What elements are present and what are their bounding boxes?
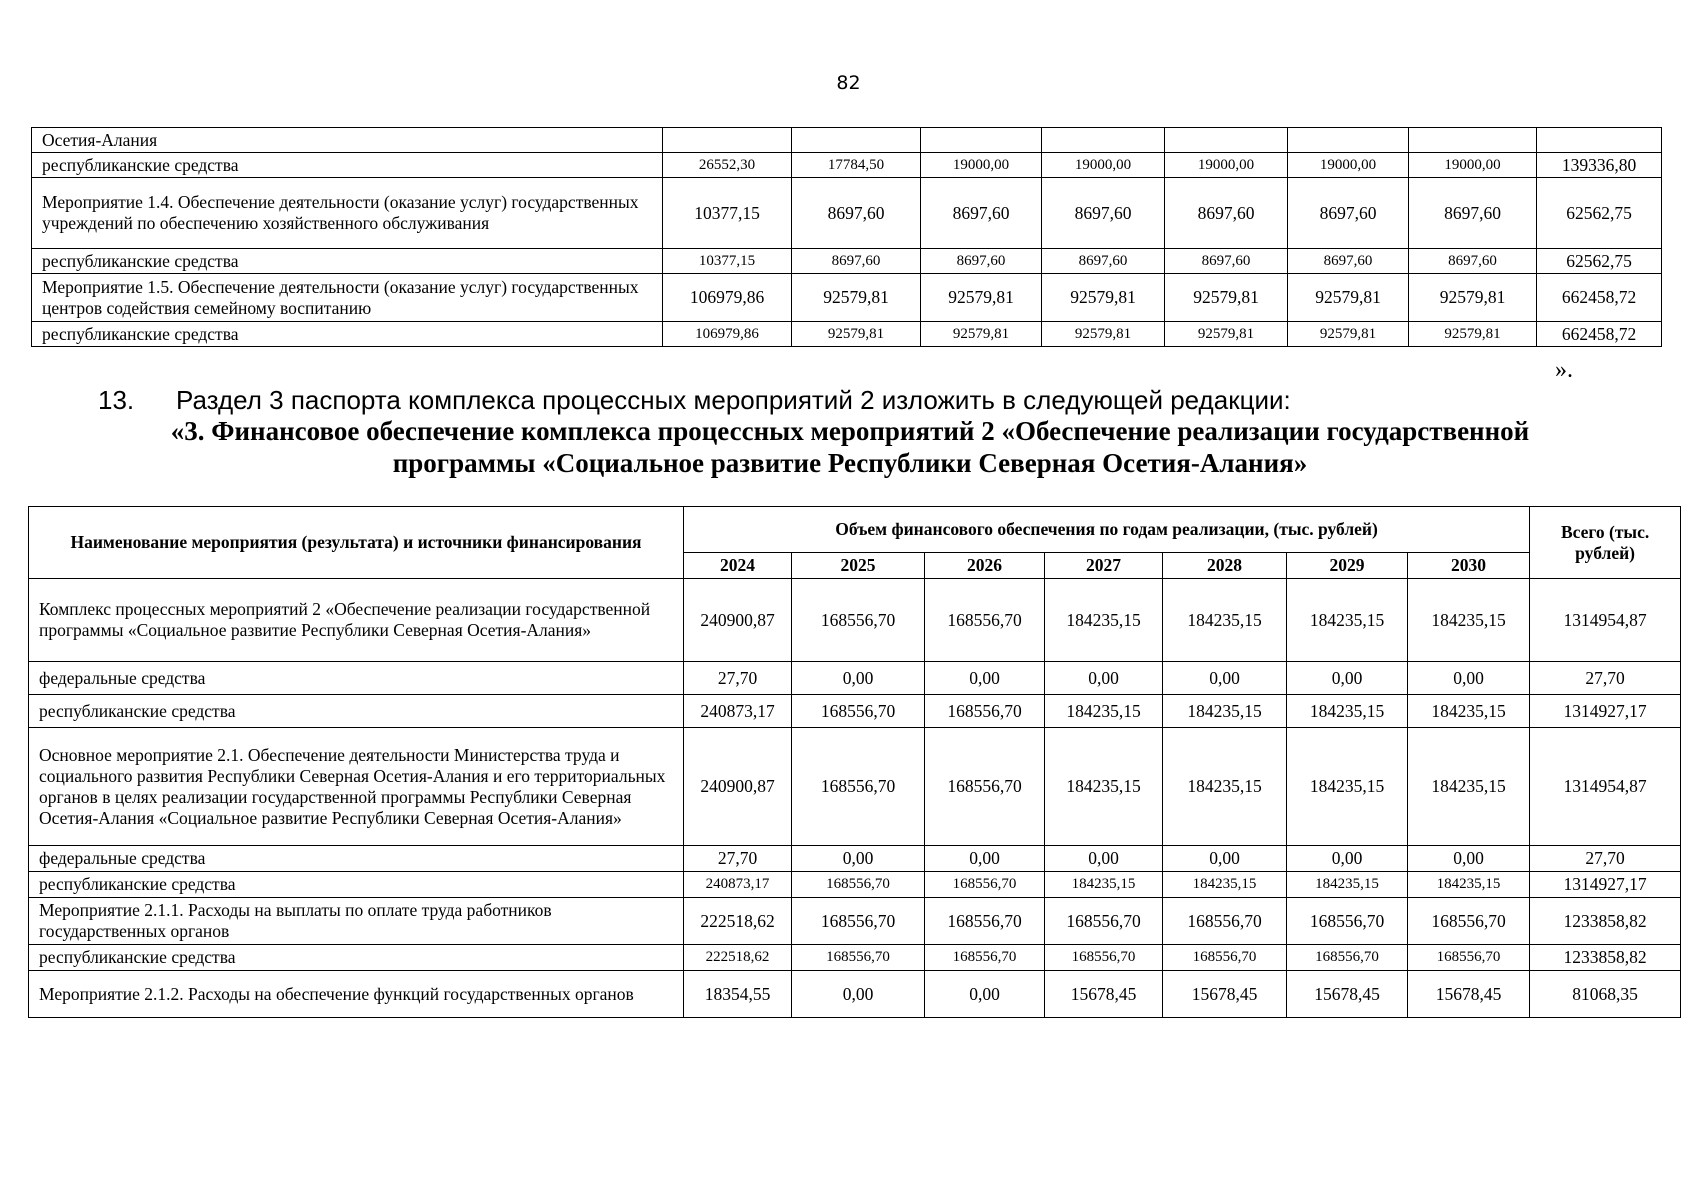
value-cell: 8697,60 bbox=[1165, 249, 1288, 274]
value-cell: 168556,70 bbox=[1045, 945, 1163, 971]
value-cell: 184235,15 bbox=[1045, 695, 1163, 728]
heading-line-2: программы «Социальное развитие Республики Северная Осетия-Алания» bbox=[392, 448, 1308, 478]
total-cell: 1233858,82 bbox=[1530, 898, 1681, 945]
value-cell: 184235,15 bbox=[1287, 728, 1408, 846]
value-cell bbox=[1409, 128, 1537, 153]
value-cell: 19000,00 bbox=[921, 153, 1042, 178]
value-cell: 19000,00 bbox=[1042, 153, 1165, 178]
value-cell: 222518,62 bbox=[684, 945, 792, 971]
value-cell: 0,00 bbox=[925, 662, 1045, 695]
value-cell: 184235,15 bbox=[1408, 695, 1530, 728]
value-cell: 168556,70 bbox=[1287, 945, 1408, 971]
value-cell: 8697,60 bbox=[792, 249, 921, 274]
value-cell: 92579,81 bbox=[1165, 274, 1288, 322]
value-cell: 0,00 bbox=[1408, 662, 1530, 695]
value-cell: 8697,60 bbox=[1042, 249, 1165, 274]
value-cell: 184235,15 bbox=[1045, 872, 1163, 898]
row-name: Мероприятие 2.1.2. Расходы на обеспечение функций государственных органов bbox=[29, 971, 684, 1018]
value-cell: 92579,81 bbox=[1288, 322, 1409, 347]
value-cell: 0,00 bbox=[1045, 846, 1163, 872]
value-cell: 19000,00 bbox=[1165, 153, 1288, 178]
value-cell: 15678,45 bbox=[1045, 971, 1163, 1018]
row-name: Комплекс процессных мероприятий 2 «Обеспечение реализации государственной программы «Социальное развитие Республики Северная Осетия-Алания» bbox=[29, 579, 684, 662]
value-cell: 0,00 bbox=[925, 971, 1045, 1018]
total-cell: 1233858,82 bbox=[1530, 945, 1681, 971]
row-name: республиканские средства bbox=[32, 153, 663, 178]
value-cell: 168556,70 bbox=[1408, 898, 1530, 945]
value-cell: 92579,81 bbox=[921, 322, 1042, 347]
total-cell: 139336,80 bbox=[1537, 153, 1662, 178]
value-cell: 27,70 bbox=[684, 662, 792, 695]
value-cell: 184235,15 bbox=[1163, 872, 1287, 898]
value-cell: 168556,70 bbox=[925, 945, 1045, 971]
total-cell: 27,70 bbox=[1530, 846, 1681, 872]
header-name-col: Наименование мероприятия (результата) и источники финансирования bbox=[29, 507, 684, 579]
total-cell: 1314927,17 bbox=[1530, 872, 1681, 898]
value-cell: 184235,15 bbox=[1287, 695, 1408, 728]
row-name: республиканские средства bbox=[29, 695, 684, 728]
value-cell: 184235,15 bbox=[1163, 579, 1287, 662]
value-cell: 8697,60 bbox=[1288, 249, 1409, 274]
value-cell: 184235,15 bbox=[1408, 872, 1530, 898]
value-cell: 184235,15 bbox=[1045, 579, 1163, 662]
value-cell: 0,00 bbox=[792, 971, 925, 1018]
value-cell: 0,00 bbox=[925, 846, 1045, 872]
header-year: 2024 bbox=[684, 553, 792, 579]
table-row bbox=[32, 178, 1662, 249]
table-body bbox=[29, 579, 1681, 1018]
value-cell: 168556,70 bbox=[1408, 945, 1530, 971]
total-cell bbox=[1537, 128, 1662, 153]
value-cell: 26552,30 bbox=[663, 153, 792, 178]
value-cell: 92579,81 bbox=[792, 322, 921, 347]
row-name: федеральные средства bbox=[29, 662, 684, 695]
value-cell: 168556,70 bbox=[792, 695, 925, 728]
value-cell: 0,00 bbox=[1045, 662, 1163, 695]
total-cell: 1314954,87 bbox=[1530, 728, 1681, 846]
header-total-col: Всего (тыс. рублей) bbox=[1530, 507, 1681, 579]
value-cell: 168556,70 bbox=[792, 872, 925, 898]
value-cell: 184235,15 bbox=[1163, 695, 1287, 728]
header-year: 2028 bbox=[1163, 553, 1287, 579]
header-volume-col: Объем финансового обеспечения по годам реализации, (тыс. рублей) bbox=[684, 507, 1530, 553]
row-name: республиканские средства bbox=[32, 322, 663, 347]
value-cell: 184235,15 bbox=[1287, 579, 1408, 662]
value-cell: 0,00 bbox=[1287, 846, 1408, 872]
value-cell: 184235,15 bbox=[1163, 728, 1287, 846]
table-row bbox=[32, 322, 1662, 347]
row-name: республиканские средства bbox=[32, 249, 663, 274]
value-cell: 15678,45 bbox=[1163, 971, 1287, 1018]
value-cell: 8697,60 bbox=[1409, 178, 1537, 249]
value-cell: 19000,00 bbox=[1288, 153, 1409, 178]
total-cell: 662458,72 bbox=[1537, 322, 1662, 347]
table-row bbox=[29, 695, 1681, 728]
heading-line-1: «3. Финансовое обеспечение комплекса процессных мероприятий 2 «Обеспечение реализации государственной bbox=[170, 416, 1530, 446]
value-cell: 184235,15 bbox=[1408, 728, 1530, 846]
total-cell: 662458,72 bbox=[1537, 274, 1662, 322]
table-row bbox=[32, 274, 1662, 322]
total-cell: 62562,75 bbox=[1537, 178, 1662, 249]
total-cell: 1314927,17 bbox=[1530, 695, 1681, 728]
row-name: федеральные средства bbox=[29, 846, 684, 872]
value-cell: 92579,81 bbox=[921, 274, 1042, 322]
value-cell: 8697,60 bbox=[1288, 178, 1409, 249]
value-cell bbox=[1042, 128, 1165, 153]
value-cell: 168556,70 bbox=[792, 898, 925, 945]
value-cell bbox=[921, 128, 1042, 153]
financing-table bbox=[28, 506, 1681, 1018]
value-cell: 92579,81 bbox=[1042, 274, 1165, 322]
row-name: Мероприятие 1.4. Обеспечение деятельности (оказание услуг) государственных учреждений по обеспечению хозяйственного обслуживания bbox=[32, 178, 663, 249]
value-cell: 10377,15 bbox=[663, 178, 792, 249]
value-cell: 0,00 bbox=[792, 846, 925, 872]
table-row bbox=[29, 971, 1681, 1018]
table-row bbox=[32, 249, 1662, 274]
page-number: 82 bbox=[836, 72, 861, 94]
value-cell: 168556,70 bbox=[925, 695, 1045, 728]
value-cell: 92579,81 bbox=[792, 274, 921, 322]
table-row bbox=[29, 579, 1681, 662]
value-cell: 8697,60 bbox=[792, 178, 921, 249]
value-cell: 240900,87 bbox=[684, 579, 792, 662]
total-cell: 27,70 bbox=[1530, 662, 1681, 695]
value-cell: 92579,81 bbox=[1409, 322, 1537, 347]
header-year: 2026 bbox=[925, 553, 1045, 579]
table-row bbox=[29, 945, 1681, 971]
value-cell: 222518,62 bbox=[684, 898, 792, 945]
row-name: Основное мероприятие 2.1. Обеспечение деятельности Министерства труда и социального развития Республики Северная Осетия-Алания и его территориальных органов в целях реализации государственной программы Республики Северная Осетия-Алания «Социальное развитие Республики Северная Осетия-Алания» bbox=[29, 728, 684, 846]
value-cell: 8697,60 bbox=[1165, 178, 1288, 249]
value-cell: 8697,60 bbox=[921, 178, 1042, 249]
value-cell: 0,00 bbox=[792, 662, 925, 695]
value-cell: 8697,60 bbox=[1042, 178, 1165, 249]
value-cell: 168556,70 bbox=[1163, 945, 1287, 971]
value-cell: 8697,60 bbox=[921, 249, 1042, 274]
value-cell: 240873,17 bbox=[684, 872, 792, 898]
total-cell: 81068,35 bbox=[1530, 971, 1681, 1018]
item-number: 13. bbox=[98, 385, 135, 415]
header-year: 2030 bbox=[1408, 553, 1530, 579]
value-cell: 92579,81 bbox=[1042, 322, 1165, 347]
value-cell: 168556,70 bbox=[925, 728, 1045, 846]
value-cell: 106979,86 bbox=[663, 274, 792, 322]
value-cell: 168556,70 bbox=[792, 728, 925, 846]
value-cell: 168556,70 bbox=[1163, 898, 1287, 945]
value-cell: 168556,70 bbox=[925, 579, 1045, 662]
value-cell bbox=[792, 128, 921, 153]
value-cell: 168556,70 bbox=[792, 945, 925, 971]
row-name: Осетия-Алания bbox=[32, 128, 663, 153]
value-cell: 240873,17 bbox=[684, 695, 792, 728]
table-row bbox=[29, 662, 1681, 695]
table-header bbox=[29, 507, 1681, 579]
item-text: Раздел 3 паспорта комплекса процессных мероприятий 2 изложить в следующей редакции: bbox=[176, 385, 1291, 415]
value-cell bbox=[663, 128, 792, 153]
total-cell: 62562,75 bbox=[1537, 249, 1662, 274]
value-cell: 0,00 bbox=[1163, 846, 1287, 872]
table-body bbox=[32, 128, 1662, 347]
total-cell: 1314954,87 bbox=[1530, 579, 1681, 662]
row-name: Мероприятие 1.5. Обеспечение деятельности (оказание услуг) государственных центров содействия семейному воспитанию bbox=[32, 274, 663, 322]
value-cell: 240900,87 bbox=[684, 728, 792, 846]
header-year: 2029 bbox=[1287, 553, 1408, 579]
financing-table-continued bbox=[31, 127, 1662, 347]
row-name: Мероприятие 2.1.1. Расходы на выплаты по оплате труда работников государственных органов bbox=[29, 898, 684, 945]
value-cell: 106979,86 bbox=[663, 322, 792, 347]
value-cell: 15678,45 bbox=[1408, 971, 1530, 1018]
amendment-item bbox=[98, 385, 1291, 416]
header-year: 2027 bbox=[1045, 553, 1163, 579]
value-cell: 15678,45 bbox=[1287, 971, 1408, 1018]
table-row bbox=[32, 153, 1662, 178]
value-cell: 168556,70 bbox=[792, 579, 925, 662]
value-cell: 0,00 bbox=[1408, 846, 1530, 872]
section-heading bbox=[40, 415, 1660, 479]
table-row bbox=[29, 846, 1681, 872]
value-cell: 92579,81 bbox=[1288, 274, 1409, 322]
value-cell: 184235,15 bbox=[1045, 728, 1163, 846]
value-cell: 168556,70 bbox=[925, 872, 1045, 898]
value-cell bbox=[1165, 128, 1288, 153]
value-cell: 10377,15 bbox=[663, 249, 792, 274]
row-name: республиканские средства bbox=[29, 872, 684, 898]
table-row bbox=[29, 898, 1681, 945]
value-cell: 19000,00 bbox=[1409, 153, 1537, 178]
value-cell: 92579,81 bbox=[1165, 322, 1288, 347]
value-cell: 8697,60 bbox=[1409, 249, 1537, 274]
table-row bbox=[29, 872, 1681, 898]
value-cell: 0,00 bbox=[1287, 662, 1408, 695]
value-cell: 18354,55 bbox=[684, 971, 792, 1018]
value-cell: 92579,81 bbox=[1409, 274, 1537, 322]
value-cell: 168556,70 bbox=[1287, 898, 1408, 945]
value-cell: 17784,50 bbox=[792, 153, 921, 178]
table-row bbox=[32, 128, 1662, 153]
value-cell: 27,70 bbox=[684, 846, 792, 872]
value-cell: 184235,15 bbox=[1408, 579, 1530, 662]
table-row bbox=[29, 728, 1681, 846]
value-cell: 184235,15 bbox=[1287, 872, 1408, 898]
value-cell: 168556,70 bbox=[1045, 898, 1163, 945]
header-year: 2025 bbox=[792, 553, 925, 579]
value-cell: 168556,70 bbox=[925, 898, 1045, 945]
row-name: республиканские средства bbox=[29, 945, 684, 971]
value-cell: 0,00 bbox=[1163, 662, 1287, 695]
value-cell bbox=[1288, 128, 1409, 153]
closing-quote: ». bbox=[1555, 357, 1573, 383]
